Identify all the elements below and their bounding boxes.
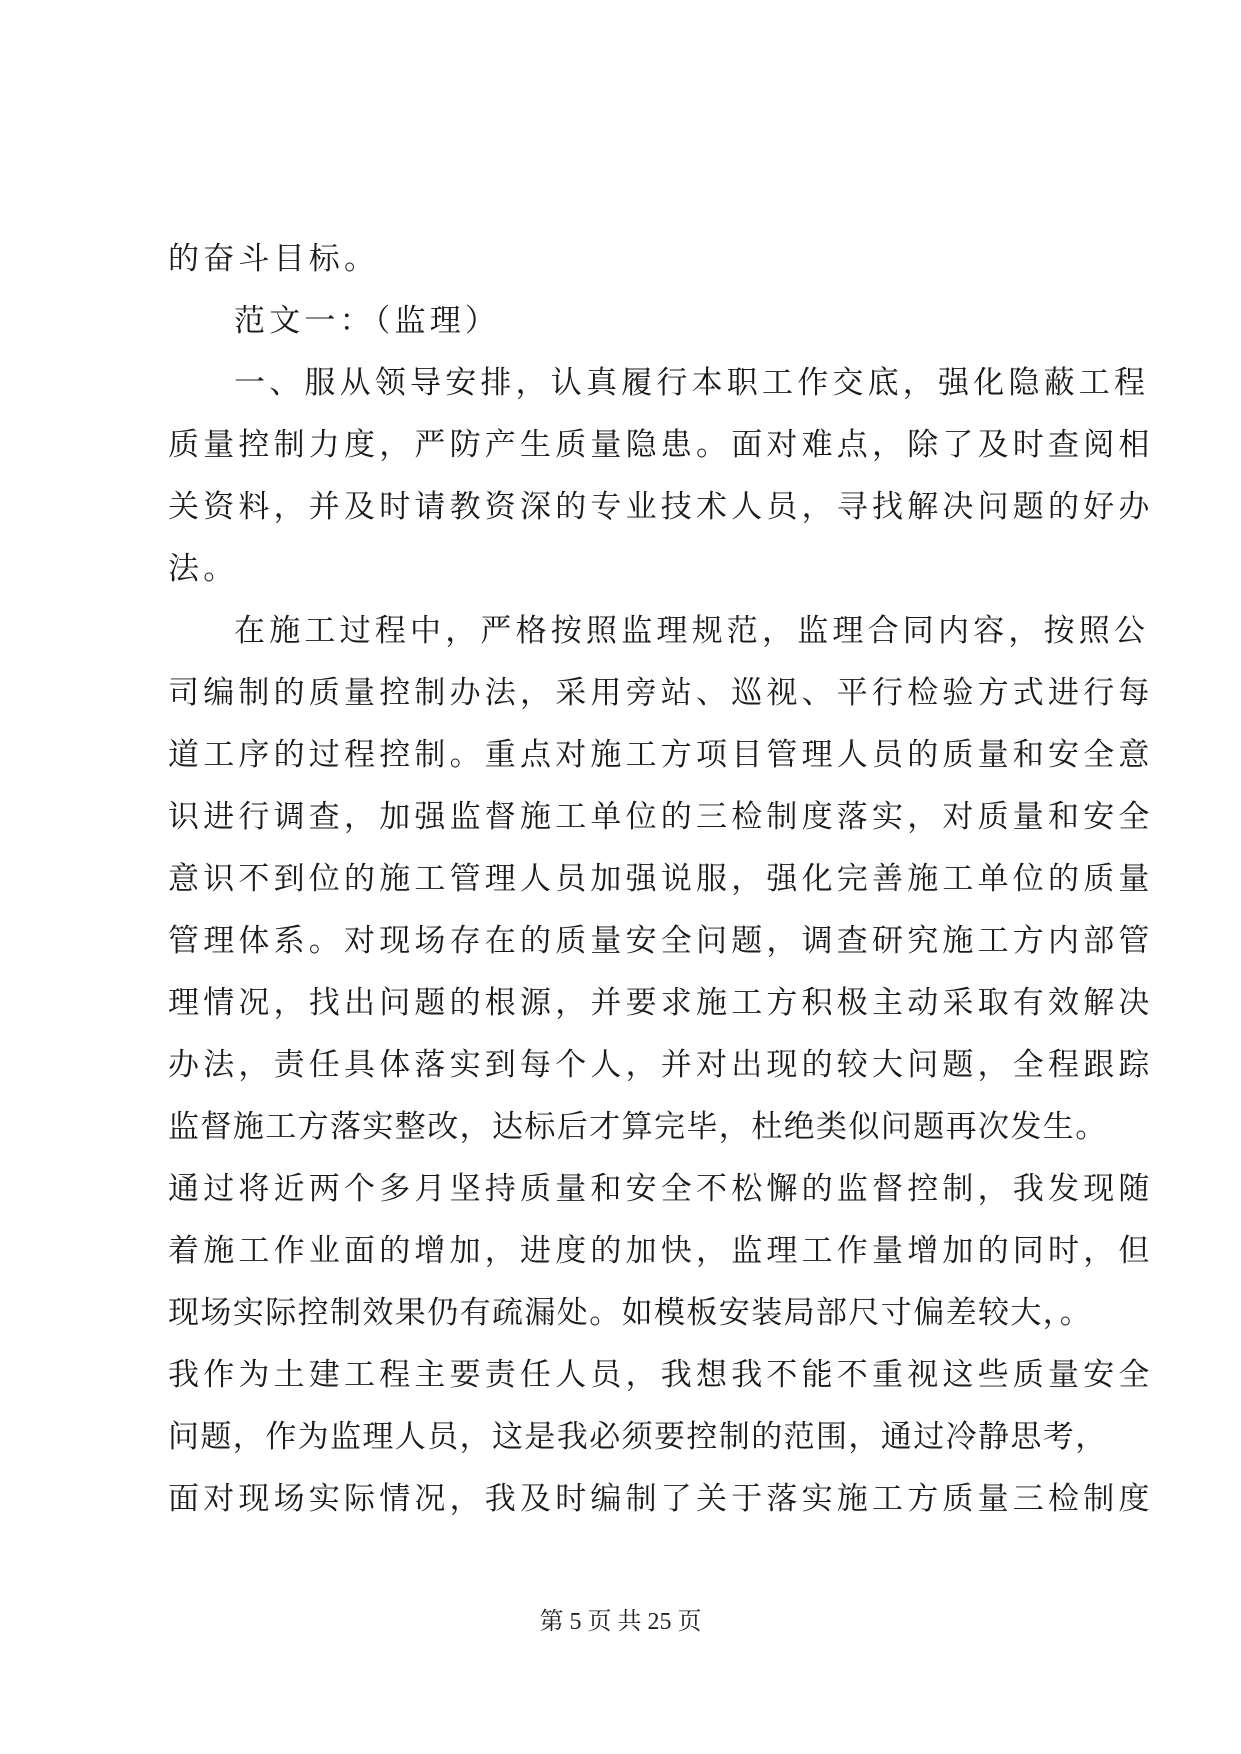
- text-line: 现场实际控制效果仍有疏漏处。如模板安装局部尺寸偏差较大，。: [168, 1295, 1093, 1331]
- page-number-footer: 第 5 页 共 25 页: [539, 1609, 702, 1635]
- text-line: 理情况，找出问题的根源，并要求施工方积极主动采取有效解决: [168, 985, 1154, 1021]
- text-line: 着施工作业面的增加，进度的加快，监理工作量增加的同时，但: [168, 1233, 1154, 1269]
- section-heading: 范文一：（监理）: [234, 303, 501, 339]
- text-line: 法。: [168, 551, 239, 587]
- text-line: 一、服从领导安排，认真履行本职工作交底，强化隐蔽工程: [234, 365, 1150, 401]
- text-line: 识进行调查，加强监督施工单位的三检制度落实，对质量和安全: [168, 799, 1154, 835]
- text-line: 办法，责任具体落实到每个人，并对出现的较大问题，全程跟踪: [168, 1047, 1154, 1083]
- text-line: 意识不到位的施工管理人员加强说服，强化完善施工单位的质量: [168, 861, 1154, 897]
- text-line: 问题，作为监理人员，这是我必须要控制的范围，通过冷静思考，: [168, 1419, 1108, 1455]
- text-line: 面对现场实际情况，我及时编制了关于落实施工方质量三检制度: [168, 1481, 1154, 1517]
- text-line: 管理体系。对现场存在的质量安全问题，调查研究施工方内部管: [168, 923, 1154, 959]
- text-line: 我作为土建工程主要责任人员，我想我不能不重视这些质量安全: [168, 1357, 1154, 1393]
- text-line: 质量控制力度，严防产生质量隐患。面对难点，除了及时查阅相: [168, 427, 1154, 463]
- text-line: 通过将近两个多月坚持质量和安全不松懈的监督控制，我发现随: [168, 1171, 1154, 1207]
- text-line: 道工序的过程控制。重点对施工方项目管理人员的质量和安全意: [168, 737, 1154, 773]
- text-line: 在施工过程中，严格按照监理规范，监理合同内容，按照公: [234, 613, 1150, 649]
- text-line: 司编制的质量控制办法，采用旁站、巡视、平行检验方式进行每: [168, 675, 1154, 711]
- text-line: 关资料，并及时请教资深的专业技术人员，寻找解决问题的好办: [168, 489, 1154, 525]
- text-line: 监督施工方落实整改，达标后才算完毕，杜绝类似问题再次发生。: [168, 1109, 1108, 1145]
- body-text: [168, 228, 1154, 1530]
- text-line: 的奋斗目标。: [168, 241, 380, 277]
